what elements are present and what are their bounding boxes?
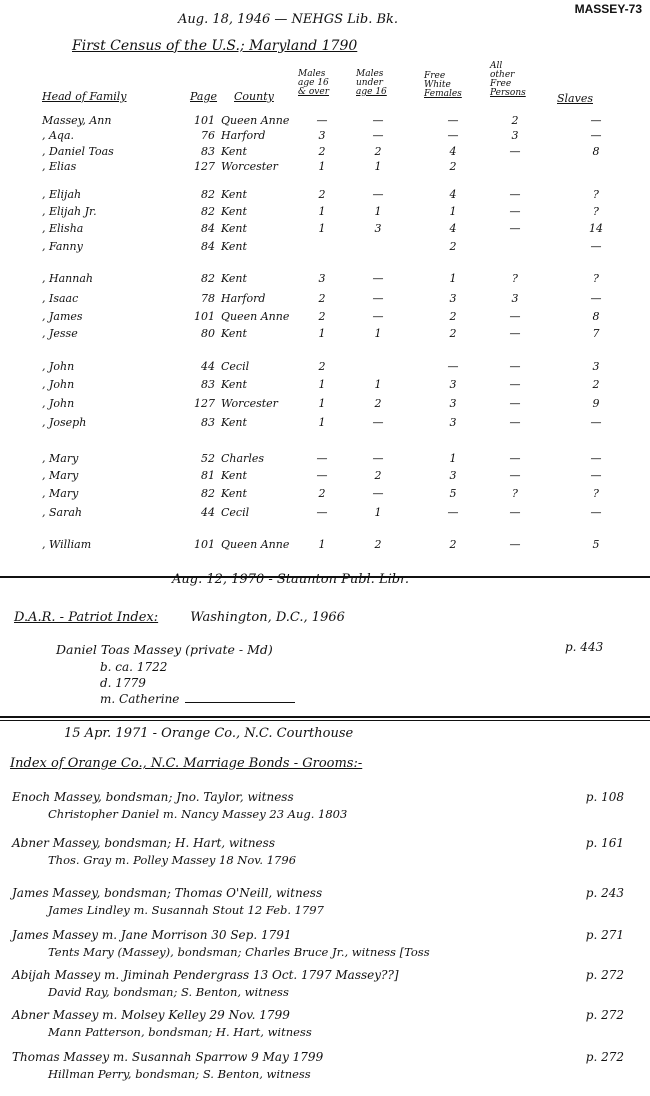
cell-county: Kent xyxy=(221,378,247,391)
cell-m16o: 1 xyxy=(318,538,326,551)
cell-m16o: 1 xyxy=(318,397,326,410)
entry-page: p. 271 xyxy=(585,928,624,942)
entry-page: p. 272 xyxy=(585,968,624,982)
cell-slv: — xyxy=(590,452,602,465)
cell-page: 84 xyxy=(201,240,215,253)
entry-page: p. 108 xyxy=(585,790,624,804)
cell-slv: — xyxy=(590,114,602,127)
dar-entry-married: m. Catherine xyxy=(100,692,295,706)
cell-m16o: 1 xyxy=(318,205,326,218)
cell-county: Kent xyxy=(221,205,247,218)
cell-ffem: 4 xyxy=(449,145,457,158)
cell-county: Queen Anne xyxy=(221,538,290,551)
dar-entry-died: d. 1779 xyxy=(100,676,146,690)
cell-county: Kent xyxy=(221,416,247,429)
cell-m16u: — xyxy=(372,292,384,305)
table-row xyxy=(0,205,650,223)
cell-page: 82 xyxy=(201,188,215,201)
entry-page: p. 243 xyxy=(585,886,624,900)
cell-ffem: 2 xyxy=(449,160,457,173)
cell-m16o: — xyxy=(316,469,328,482)
col-males-under-16: Males under age 16 xyxy=(356,69,387,97)
table-row xyxy=(0,222,650,240)
cell-page: 127 xyxy=(194,160,215,173)
entry-line-2: Hillman Perry, bondsman; S. Benton, witness xyxy=(48,1067,311,1081)
cell-ffem: 2 xyxy=(449,310,457,323)
cell-oth: — xyxy=(509,452,521,465)
section1-title: First Census of the U.S.; Maryland 1790 xyxy=(72,38,358,54)
cell-page: 80 xyxy=(201,327,215,340)
cell-oth: ? xyxy=(512,487,518,500)
cell-m16o: 3 xyxy=(318,272,326,285)
cell-page: 78 xyxy=(201,292,215,305)
cell-page: 82 xyxy=(201,205,215,218)
entry-line-1: Thomas Massey m. Susannah Sparrow 9 May 1799 xyxy=(12,1050,324,1064)
cell-page: 83 xyxy=(201,378,215,391)
cell-slv: — xyxy=(590,506,602,519)
col-males-16-over: Males age 16 & over xyxy=(298,69,330,97)
cell-m16o: 1 xyxy=(318,160,326,173)
cell-name: , John xyxy=(42,360,75,373)
cell-m16o: 2 xyxy=(318,145,326,158)
cell-ffem: 4 xyxy=(449,222,457,235)
cell-m16u: — xyxy=(372,129,384,142)
cell-oth: — xyxy=(509,205,521,218)
table-row xyxy=(0,188,650,206)
cell-oth: — xyxy=(509,222,521,235)
cell-name: , Hannah xyxy=(42,272,93,285)
entry-page: p. 272 xyxy=(585,1050,624,1064)
cell-slv: 7 xyxy=(592,327,600,340)
cell-ffem: 3 xyxy=(449,378,457,391)
table-row xyxy=(0,327,650,345)
cell-m16u: 2 xyxy=(374,469,382,482)
cell-ffem: 2 xyxy=(449,538,457,551)
cell-oth: — xyxy=(509,469,521,482)
entry-line-2: Mann Patterson, bondsman; H. Hart, witness xyxy=(48,1025,312,1039)
cell-m16u: 1 xyxy=(374,205,382,218)
cell-m16u: 2 xyxy=(374,145,382,158)
entry-line-1: Enoch Massey, bondsman; Jno. Taylor, witness xyxy=(12,790,294,804)
section3-header: 15 Apr. 1971 - Orange Co., N.C. Courthouse xyxy=(64,726,354,741)
cell-m16u: — xyxy=(372,310,384,323)
table-row xyxy=(0,360,650,378)
cell-county: Kent xyxy=(221,145,247,158)
cell-oth: — xyxy=(509,145,521,158)
table-row xyxy=(0,240,650,258)
cell-page: 44 xyxy=(201,360,215,373)
cell-page: 52 xyxy=(201,452,215,465)
cell-m16o: 1 xyxy=(318,222,326,235)
cell-oth: — xyxy=(509,360,521,373)
cell-page: 83 xyxy=(201,416,215,429)
cell-county: Cecil xyxy=(221,506,250,519)
cell-oth: — xyxy=(509,506,521,519)
cell-name: Massey, Ann xyxy=(42,114,112,127)
dar-entry-name: Daniel Toas Massey (private - Md) xyxy=(56,642,273,657)
entry-page: p. 161 xyxy=(585,836,624,850)
table-row xyxy=(0,310,650,328)
cell-ffem: 1 xyxy=(449,452,457,465)
section2-title-line xyxy=(14,610,345,625)
cell-m16u: 1 xyxy=(374,160,382,173)
entry-line-2: Christopher Daniel m. Nancy Massey 23 Aug. 1803 xyxy=(48,807,348,821)
cell-page: 82 xyxy=(201,487,215,500)
entry-line-2: David Ray, bondsman; S. Benton, witness xyxy=(48,985,289,999)
cell-m16u: — xyxy=(372,272,384,285)
cell-m16o: 1 xyxy=(318,416,326,429)
cell-m16u: — xyxy=(372,416,384,429)
col-slaves: Slaves xyxy=(557,92,593,105)
col-county: County xyxy=(234,90,274,103)
cell-ffem: 4 xyxy=(449,188,457,201)
cell-slv: 2 xyxy=(592,378,600,391)
cell-name: , Jesse xyxy=(42,327,78,340)
cell-ffem: 1 xyxy=(449,205,457,218)
cell-name: , Elijah Jr. xyxy=(42,205,97,218)
cell-m16o: — xyxy=(316,506,328,519)
cell-ffem: 3 xyxy=(449,416,457,429)
cell-county: Harford xyxy=(221,292,266,305)
cell-page: 101 xyxy=(194,114,215,127)
entry-page: p. 272 xyxy=(585,1008,624,1022)
cell-slv: — xyxy=(590,129,602,142)
table-row xyxy=(0,160,650,178)
cell-m16o: — xyxy=(316,452,328,465)
cell-ffem: — xyxy=(447,506,459,519)
cell-oth: — xyxy=(509,378,521,391)
cell-m16o: 2 xyxy=(318,292,326,305)
cell-name: , John xyxy=(42,378,75,391)
cell-m16u: — xyxy=(372,188,384,201)
cell-name: , Mary xyxy=(42,469,79,482)
cell-m16o: — xyxy=(316,114,328,127)
cell-ffem: 2 xyxy=(449,240,457,253)
cell-m16o: 2 xyxy=(318,487,326,500)
cell-m16u: — xyxy=(372,487,384,500)
cell-ffem: — xyxy=(447,114,459,127)
cell-name: , Mary xyxy=(42,487,79,500)
cell-slv: 8 xyxy=(592,310,600,323)
cell-oth: 3 xyxy=(511,129,519,142)
entry-line-2: James Lindley m. Susannah Stout 12 Feb. 1797 xyxy=(48,903,324,917)
cell-ffem: 5 xyxy=(449,487,457,500)
cell-page: 83 xyxy=(201,145,215,158)
cell-county: Kent xyxy=(221,327,247,340)
section3-title: Index of Orange Co., N.C. Marriage Bonds - Grooms:- xyxy=(10,756,363,771)
cell-name: , Mary xyxy=(42,452,79,465)
cell-ffem: 3 xyxy=(449,469,457,482)
cell-county: Kent xyxy=(221,272,247,285)
cell-oth: — xyxy=(509,416,521,429)
cell-county: Kent xyxy=(221,487,247,500)
entry-line-1: Abner Massey, bondsman; H. Hart, witness xyxy=(12,836,275,850)
section2-header: Aug. 12, 1970 - Staunton Publ. Libr. xyxy=(172,572,409,587)
entry-line-2: Tents Mary (Massey), bondsman; Charles Bruce Jr., witness [Toss xyxy=(48,945,430,959)
cell-county: Cecil xyxy=(221,360,250,373)
dar-entry-born: b. ca. 1722 xyxy=(100,660,168,674)
col-page: Page xyxy=(190,90,218,103)
section2-title: D.A.R. - Patriot Index: xyxy=(14,610,159,625)
cell-county: Kent xyxy=(221,469,247,482)
page-tag: MASSEY-73 xyxy=(574,2,642,16)
cell-m16o: 2 xyxy=(318,360,326,373)
cell-name: , Elias xyxy=(42,160,77,173)
cell-m16u: 2 xyxy=(374,538,382,551)
cell-slv: 9 xyxy=(592,397,600,410)
cell-county: Queen Anne xyxy=(221,114,290,127)
cell-county: Kent xyxy=(221,188,247,201)
table-row xyxy=(0,397,650,415)
divider xyxy=(0,720,650,721)
cell-county: Worcester xyxy=(221,160,278,173)
cell-ffem: 3 xyxy=(449,397,457,410)
cell-slv: ? xyxy=(593,205,599,218)
table-row xyxy=(0,292,650,310)
col-free-white-females: Free White Females xyxy=(424,71,462,99)
cell-m16o: 2 xyxy=(318,188,326,201)
cell-oth: 3 xyxy=(511,292,519,305)
cell-m16u: 1 xyxy=(374,506,382,519)
cell-county: Harford xyxy=(221,129,266,142)
cell-page: 81 xyxy=(201,469,215,482)
cell-county: Kent xyxy=(221,222,247,235)
cell-m16u: — xyxy=(372,452,384,465)
cell-slv: ? xyxy=(593,487,599,500)
cell-page: 44 xyxy=(201,506,215,519)
cell-slv: — xyxy=(590,416,602,429)
cell-page: 101 xyxy=(194,310,215,323)
cell-slv: ? xyxy=(593,188,599,201)
cell-ffem: — xyxy=(447,129,459,142)
cell-ffem: 3 xyxy=(449,292,457,305)
dar-entry-page: p. 443 xyxy=(565,640,604,654)
cell-name: , Sarah xyxy=(42,506,82,519)
cell-m16u: 3 xyxy=(374,222,382,235)
cell-m16u: 2 xyxy=(374,397,382,410)
cell-ffem: — xyxy=(447,360,459,373)
cell-name: , Aqa. xyxy=(42,129,75,142)
table-row xyxy=(0,452,650,470)
entry-line-1: Abner Massey m. Molsey Kelley 29 Nov. 1799 xyxy=(12,1008,290,1022)
cell-m16u: 1 xyxy=(374,378,382,391)
cell-m16o: 1 xyxy=(318,378,326,391)
divider xyxy=(0,716,650,718)
table-row xyxy=(0,469,650,487)
cell-m16u: — xyxy=(372,114,384,127)
cell-slv: — xyxy=(590,292,602,305)
col-all-other-free: All other Free Persons xyxy=(490,61,526,98)
cell-county: Queen Anne xyxy=(221,310,290,323)
cell-name: , James xyxy=(42,310,83,323)
cell-oth: — xyxy=(509,538,521,551)
entry-line-2: Thos. Gray m. Polley Massey 18 Nov. 1796 xyxy=(48,853,297,867)
cell-oth: 2 xyxy=(511,114,519,127)
cell-slv: 5 xyxy=(592,538,600,551)
cell-page: 84 xyxy=(201,222,215,235)
cell-m16o: 1 xyxy=(318,327,326,340)
cell-name: , William xyxy=(42,538,92,551)
entry-line-1: James Massey m. Jane Morrison 30 Sep. 1791 xyxy=(12,928,292,942)
cell-slv: 3 xyxy=(592,360,600,373)
cell-name: , Daniel Toas xyxy=(42,145,114,158)
entry-line-1: Abijah Massey m. Jiminah Pendergrass 13 Oct. 1797 Massey??] xyxy=(12,968,399,982)
table-row xyxy=(0,506,650,524)
cell-page: 127 xyxy=(194,397,215,410)
table-row xyxy=(0,378,650,396)
entry-line-1: James Massey, bondsman; Thomas O'Neill, witness xyxy=(12,886,323,900)
section1-header: Aug. 18, 1946 — NEHGS Lib. Bk. xyxy=(178,12,399,27)
cell-slv: 14 xyxy=(589,222,603,235)
table-row xyxy=(0,538,650,556)
table-row xyxy=(0,416,650,434)
cell-m16o: 3 xyxy=(318,129,326,142)
cell-slv: — xyxy=(590,469,602,482)
table-row xyxy=(0,487,650,505)
cell-m16u: 1 xyxy=(374,327,382,340)
cell-oth: — xyxy=(509,188,521,201)
cell-name: , Fanny xyxy=(42,240,83,253)
cell-oth: ? xyxy=(512,272,518,285)
table-row xyxy=(0,272,650,290)
cell-name: , Elijah xyxy=(42,188,82,201)
cell-name: , Isaac xyxy=(42,292,79,305)
cell-county: Charles xyxy=(221,452,264,465)
cell-page: 82 xyxy=(201,272,215,285)
cell-slv: 8 xyxy=(592,145,600,158)
cell-name: , Joseph xyxy=(42,416,87,429)
cell-slv: — xyxy=(590,240,602,253)
section2-location: Washington, D.C., 1966 xyxy=(190,610,345,625)
cell-oth: — xyxy=(509,397,521,410)
cell-oth: — xyxy=(509,327,521,340)
cell-page: 76 xyxy=(201,129,215,142)
cell-ffem: 2 xyxy=(449,327,457,340)
cell-ffem: 1 xyxy=(449,272,457,285)
col-head-of-family: Head of Family xyxy=(42,90,127,103)
cell-county: Worcester xyxy=(221,397,278,410)
cell-county: Kent xyxy=(221,240,247,253)
cell-m16o: 2 xyxy=(318,310,326,323)
cell-page: 101 xyxy=(194,538,215,551)
cell-name: , John xyxy=(42,397,75,410)
cell-name: , Elisha xyxy=(42,222,84,235)
cell-oth: — xyxy=(509,310,521,323)
cell-slv: ? xyxy=(593,272,599,285)
